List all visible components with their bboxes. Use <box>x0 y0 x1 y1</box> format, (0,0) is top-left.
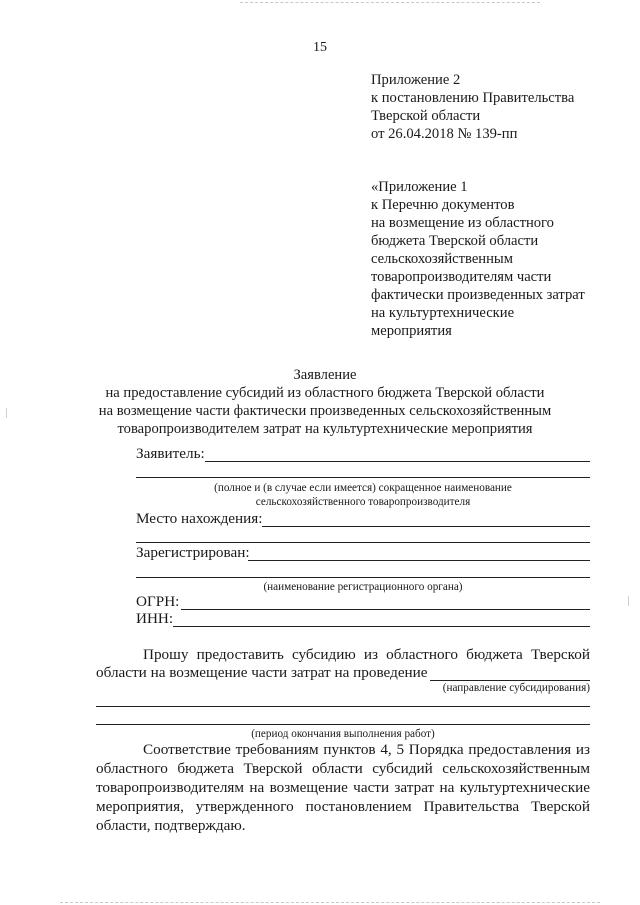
document-title <box>60 366 590 438</box>
inn-field[interactable] <box>173 626 590 627</box>
subsidy-direction-caption: (направление субсидирования) <box>442 682 590 694</box>
registered-caption: (наименование регистрационного органа) <box>263 581 463 593</box>
applicant-caption-line-2: сельскохозяйственного товаропроизводителя <box>255 496 471 508</box>
applicant-caption-line-1: (полное и (в случае если имеется) сокращенное наименование <box>214 482 512 494</box>
subsidy-direction-continuation[interactable] <box>96 706 590 707</box>
applicant-label: Заявитель: <box>136 445 205 462</box>
appendix-sub-line-7: фактически произведенных затрат <box>371 287 585 303</box>
appendix-header-line-4: от 26.04.2018 № 139-пп <box>371 126 518 142</box>
work-period-caption: (период окончания выполнения работ) <box>251 728 435 740</box>
appendix-sub-line-3: на возмещение из областного <box>371 215 554 231</box>
appendix-header-line-2: к постановлению Правительства <box>371 90 575 106</box>
page-number: 15 <box>313 40 327 55</box>
request-text-line-2: области на возмещение части затрат на проведение <box>96 664 428 681</box>
appendix-sub-line-4: бюджета Тверской области <box>371 233 539 249</box>
applicant-field[interactable] <box>205 461 590 462</box>
registered-field[interactable] <box>248 560 590 561</box>
scan-mark-left <box>6 408 7 418</box>
location-label: Место нахождения: <box>136 510 263 527</box>
appendix-sub-line-9: мероприятия <box>371 323 452 339</box>
registered-field-continuation[interactable] <box>136 577 590 578</box>
appendix-header-line-1: Приложение 2 <box>371 72 461 88</box>
title-line-1: на предоставление субсидий из областного бюджета Тверской области <box>105 385 545 401</box>
title-line-3: товаропроизводителем затрат на культуртехнические мероприятия <box>117 421 533 437</box>
ogrn-field[interactable] <box>181 609 590 610</box>
request-text-line-1: Прошу предоставить субсидию из областного бюджета Тверской <box>143 646 590 663</box>
work-period-field[interactable] <box>96 724 590 725</box>
location-field[interactable] <box>262 526 590 527</box>
appendix-sub-line-1: «Приложение 1 <box>371 179 468 195</box>
confirmation-text: Соответствие требованиям пунктов 4, 5 Порядка предоставления из областного бюджета Тверской области субсидий сельскохозяйственным товаропроизводителям на возмещение части затрат на культуртехнические мероприятия, утвержденного постановлением Правительства Тверской области, подтверждаю. <box>96 741 590 834</box>
scan-edge-bottom <box>60 902 600 903</box>
applicant-field-continuation[interactable] <box>136 477 590 478</box>
title-line-2: на возмещение части фактически произведенных сельскохозяйственным <box>98 403 552 419</box>
ogrn-label: ОГРН: <box>136 593 180 610</box>
appendix-sub-header <box>371 178 585 340</box>
appendix-sub-line-2: к Перечню документов <box>371 197 515 213</box>
inn-label: ИНН: <box>136 610 174 627</box>
scan-mark-right <box>628 596 629 606</box>
registered-label: Зарегистрирован: <box>136 544 250 561</box>
appendix-sub-line-8: на культуртехнические <box>371 305 515 321</box>
appendix-header <box>371 71 574 143</box>
appendix-sub-line-5: сельскохозяйственным <box>371 251 513 267</box>
scan-edge-top <box>240 2 540 3</box>
location-field-continuation[interactable] <box>136 542 590 543</box>
title-heading: Заявление <box>293 367 357 383</box>
applicant-caption <box>136 481 590 509</box>
appendix-header-line-3: Тверской области <box>371 108 481 124</box>
appendix-sub-line-6: товаропроизводителям части <box>371 269 552 285</box>
